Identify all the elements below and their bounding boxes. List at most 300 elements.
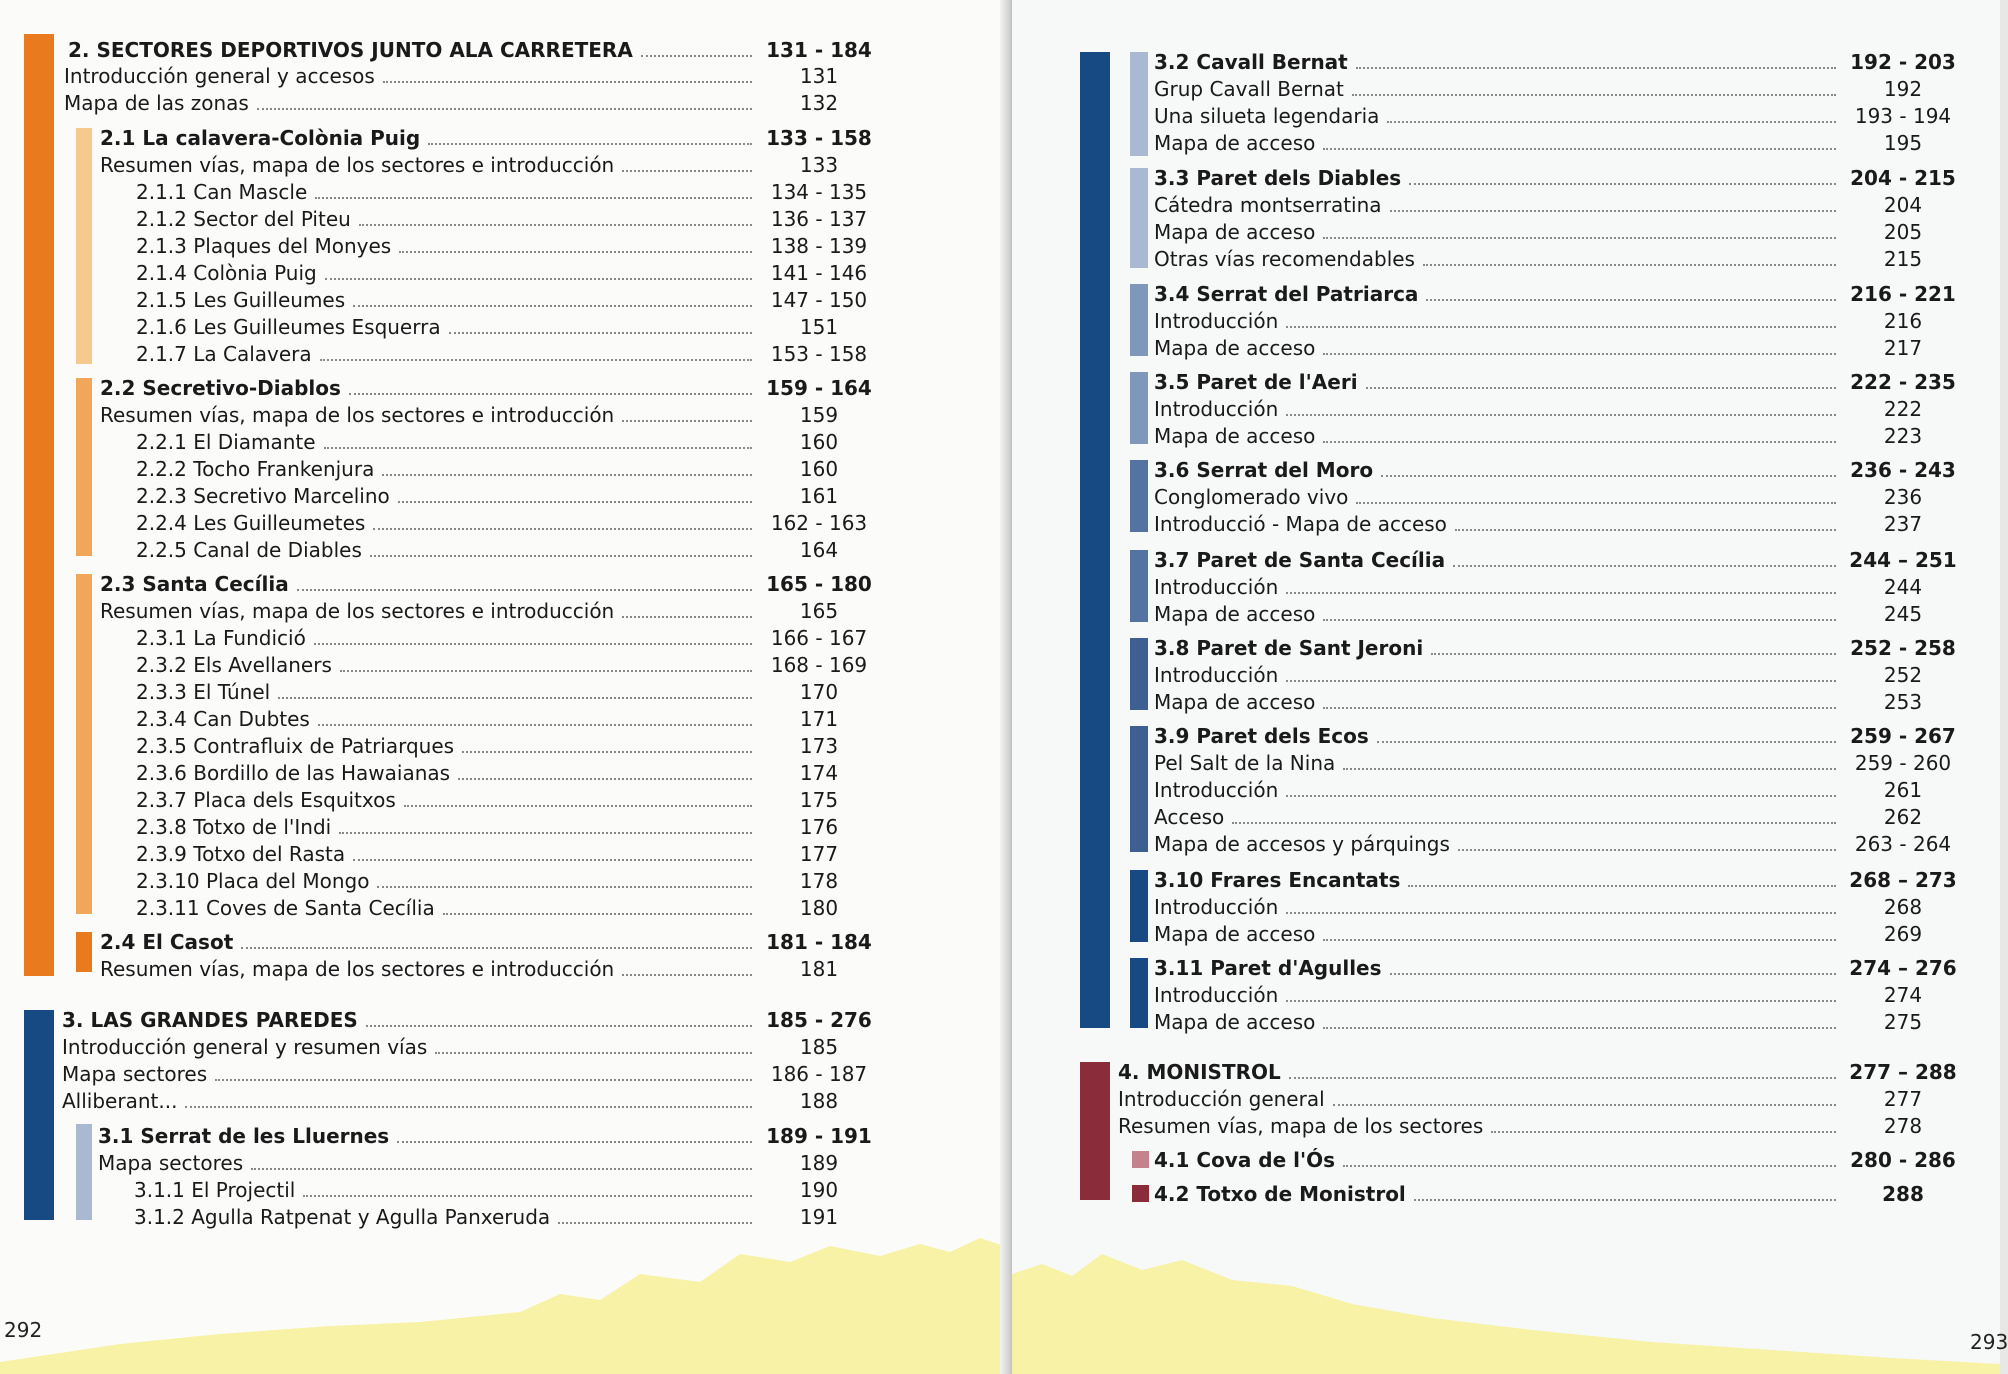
toc-entry-label: 3.1.2 Agulla Ratpenat y Agulla Panxeruda <box>134 1205 551 1229</box>
toc-entry-label: 2.2.1 El Diamante <box>136 430 316 454</box>
dot-leader <box>622 616 752 618</box>
toc-entry-pages: 236 - 243 <box>1850 458 1956 482</box>
toc-entry-pages: 277 – 288 <box>1849 1060 1957 1084</box>
toc-entry-mapa-de-acceso[interactable] <box>1154 334 1962 362</box>
toc-entry-label: 2.1.6 Les Guilleumes Esquerra <box>136 315 441 339</box>
section-3-7-bar <box>1130 550 1148 622</box>
dot-leader <box>1323 707 1836 709</box>
toc-entry-pages: 159 <box>799 403 839 427</box>
toc-entry-pages: 193 - 194 <box>1854 104 1952 128</box>
toc-entry-label: 2.1.4 Colònia Puig <box>136 261 317 285</box>
dot-leader <box>303 1195 752 1197</box>
dot-leader <box>1286 414 1836 416</box>
toc-entry-introducci-mapa-de-acceso[interactable] <box>1154 510 1962 538</box>
toc-entry-pages: 244 <box>1883 575 1923 599</box>
toc-entry-mapa-de-acceso[interactable] <box>1154 688 1962 716</box>
page-number-left: 292 <box>4 1318 43 1342</box>
toc-entry-label: Resumen vías, mapa de los sectores e introducción <box>100 957 615 981</box>
dot-leader <box>1323 441 1836 443</box>
toc-entry-introducci-n-general[interactable] <box>1118 1085 1962 1113</box>
toc-entry-pages: 175 <box>799 788 839 812</box>
toc-entry-label: Mapa de las zonas <box>64 91 249 115</box>
toc-entry-label: 2.3.7 Placa dels Esquitxos <box>136 788 396 812</box>
toc-entry-introducci-n[interactable] <box>1154 776 1962 804</box>
section-3-continued-bar <box>1080 52 1110 1028</box>
toc-entry-mapa-de-acceso[interactable] <box>1154 1008 1962 1036</box>
toc-entry-c-tedra-montserratina[interactable] <box>1154 191 1962 219</box>
toc-entry-label: 2.1 La calavera-Colònia Puig <box>100 126 421 150</box>
toc-entry-label: Conglomerado vivo <box>1154 485 1349 509</box>
toc-entry-pages: 245 <box>1883 602 1923 626</box>
dot-leader <box>1377 741 1836 743</box>
toc-entry-label: Mapa de acceso <box>1154 922 1316 946</box>
toc-entry-label: Mapa de accesos y párquings <box>1154 832 1450 856</box>
toc-entry-2-1-7-la-calavera[interactable] <box>136 340 878 368</box>
toc-entry-pages: 259 - 267 <box>1850 724 1956 748</box>
toc-entry-label: 2.1.3 Plaques del Monyes <box>136 234 392 258</box>
toc-entry-label: 2.3.8 Totxo de l'Indi <box>136 815 332 839</box>
toc-entry-pages: 164 <box>799 538 839 562</box>
toc-entry-pages: 215 <box>1883 247 1923 271</box>
toc-entry-introducci-n-general-y-resumen-v-as[interactable] <box>62 1033 878 1061</box>
dot-leader <box>1423 264 1836 266</box>
toc-entry-2-sectores-deportivos-junto-ala-carretera[interactable] <box>68 36 878 64</box>
toc-entry-3-10-frares-encantats[interactable] <box>1154 866 1962 894</box>
dot-leader <box>1356 502 1836 504</box>
toc-entry-pages: 222 <box>1883 397 1923 421</box>
dot-leader <box>339 832 752 834</box>
toc-entry-2-1-la-calavera-col-nia-puig[interactable] <box>100 124 878 152</box>
toc-entry-resumen-v-as-mapa-de-los-sectores-e-introducci-n[interactable] <box>100 151 878 179</box>
section-3-9-bar <box>1130 726 1148 852</box>
toc-entry-4-2-totxo-de-monistrol[interactable] <box>1154 1180 1962 1208</box>
dot-leader <box>185 1106 752 1108</box>
toc-entry-2-3-11-coves-de-santa-cec-lia[interactable] <box>136 894 878 922</box>
toc-entry-3-11-paret-d-agulles[interactable] <box>1154 954 1962 982</box>
toc-entry-2-2-4-les-guilleumetes[interactable] <box>136 509 878 537</box>
toc-entry-3-8-paret-de-sant-jeroni[interactable] <box>1154 634 1962 662</box>
toc-entry-mapa-de-las-zonas[interactable] <box>64 89 878 117</box>
toc-entry-pages: 252 - 258 <box>1850 636 1956 660</box>
toc-entry-pages: 160 <box>799 430 839 454</box>
toc-entry-label: Alliberant... <box>62 1089 178 1113</box>
toc-entry-pages: 222 - 235 <box>1850 370 1956 394</box>
toc-entry-2-3-9-totxo-del-rasta[interactable] <box>136 840 878 868</box>
toc-entry-2-1-1-can-mascle[interactable] <box>136 178 878 206</box>
toc-entry-2-2-3-secretivo-marcelino[interactable] <box>136 482 878 510</box>
dot-leader <box>1426 299 1836 301</box>
toc-entry-pages: 278 <box>1883 1114 1923 1138</box>
dot-leader <box>1286 795 1836 797</box>
dot-leader <box>1232 822 1836 824</box>
section-4-2-square <box>1132 1185 1149 1202</box>
dot-leader <box>318 724 752 726</box>
toc-entry-3-2-cavall-bernat[interactable] <box>1154 48 1962 76</box>
toc-entry-label: Mapa de acceso <box>1154 220 1316 244</box>
dot-leader <box>404 805 752 807</box>
toc-entry-pages: 204 <box>1883 193 1923 217</box>
dot-leader <box>1352 94 1836 96</box>
toc-entry-pages: 162 - 163 <box>770 511 868 535</box>
dot-leader <box>398 501 752 503</box>
toc-entry-label: 2.3.3 El Túnel <box>136 680 271 704</box>
section-3-10-bar <box>1130 870 1148 942</box>
toc-entry-pages: 268 <box>1883 895 1923 919</box>
toc-entry-2-3-7-placa-dels-esquitxos[interactable] <box>136 786 878 814</box>
toc-entry-2-3-5-contrafluix-de-patriarques[interactable] <box>136 732 878 760</box>
toc-entry-4-monistrol[interactable] <box>1118 1058 1962 1086</box>
toc-entry-2-3-3-el-t-nel[interactable] <box>136 678 878 706</box>
toc-entry-pages: 168 - 169 <box>770 653 868 677</box>
toc-entry-2-2-2-tocho-frankenjura[interactable] <box>136 455 878 483</box>
toc-entry-pages: 191 <box>799 1205 839 1229</box>
toc-entry-label: 4.1 Cova de l'Ós <box>1154 1148 1336 1172</box>
toc-entry-3-1-2-agulla-ratpenat-y-agulla-panxeruda[interactable] <box>134 1203 878 1231</box>
section-2-3-bar <box>76 574 92 914</box>
toc-entry-3-5-paret-de-l-aeri[interactable] <box>1154 368 1962 396</box>
toc-entry-pages: 259 - 260 <box>1854 751 1952 775</box>
dot-leader <box>1323 619 1836 621</box>
toc-entry-label: Introducción <box>1154 663 1279 687</box>
dot-leader <box>1333 1104 1836 1106</box>
toc-entry-otras-v-as-recomendables[interactable] <box>1154 245 1962 273</box>
dot-leader <box>397 1141 752 1143</box>
toc-entry-label: 4.2 Totxo de Monistrol <box>1154 1182 1406 1206</box>
toc-entry-4-1-cova-de-l-s[interactable] <box>1154 1146 1962 1174</box>
toc-entry-introducci-n[interactable] <box>1154 981 1962 1009</box>
dot-leader <box>320 359 752 361</box>
toc-entry-pages: 195 <box>1883 131 1923 155</box>
toc-entry-introducci-n[interactable] <box>1154 573 1962 601</box>
toc-entry-pages: 147 - 150 <box>770 288 868 312</box>
toc-entry-label: Mapa sectores <box>62 1062 208 1086</box>
toc-entry-label: 3.5 Paret de l'Aeri <box>1154 370 1358 394</box>
dot-leader <box>370 555 752 557</box>
toc-entry-pages: 153 - 158 <box>770 342 868 366</box>
toc-entry-3-4-serrat-del-patriarca[interactable] <box>1154 280 1962 308</box>
toc-entry-3-3-paret-dels-diables[interactable] <box>1154 164 1962 192</box>
toc-entry-pages: 204 - 215 <box>1850 166 1956 190</box>
toc-entry-pages: 165 - 180 <box>766 572 872 596</box>
toc-entry-mapa-sectores[interactable] <box>62 1060 878 1088</box>
toc-entry-mapa-de-acceso[interactable] <box>1154 422 1962 450</box>
toc-entry-2-3-2-els-avellaners[interactable] <box>136 651 878 679</box>
toc-entry-pages: 132 <box>799 91 839 115</box>
toc-entry-mapa-de-acceso[interactable] <box>1154 218 1962 246</box>
toc-entry-label: Resumen vías, mapa de los sectores e introducción <box>100 403 615 427</box>
toc-entry-pages: 236 <box>1883 485 1923 509</box>
dot-leader <box>325 278 752 280</box>
dot-leader <box>215 1079 752 1081</box>
toc-entry-resumen-v-as-mapa-de-los-sectores-e-introducci-n[interactable] <box>100 955 878 983</box>
toc-entry-2-2-5-canal-de-diables[interactable] <box>136 536 878 564</box>
toc-entry-pages: 261 <box>1883 778 1923 802</box>
dot-leader <box>1414 1199 1836 1201</box>
dot-leader <box>1366 387 1836 389</box>
toc-entry-2-3-8-totxo-de-l-indi[interactable] <box>136 813 878 841</box>
dot-leader <box>1286 912 1836 914</box>
dot-leader <box>1323 939 1836 941</box>
toc-entry-alliberant[interactable] <box>62 1087 878 1115</box>
toc-entry-acceso[interactable] <box>1154 803 1962 831</box>
dot-leader <box>340 670 752 672</box>
toc-entry-label: Introducción <box>1154 983 1279 1007</box>
dot-leader <box>366 1025 752 1027</box>
toc-entry-label: 3.2 Cavall Bernat <box>1154 50 1348 74</box>
toc-entry-mapa-de-acceso[interactable] <box>1154 920 1962 948</box>
toc-entry-pages: 205 <box>1883 220 1923 244</box>
toc-entry-una-silueta-legendaria[interactable] <box>1154 102 1962 130</box>
toc-entry-label: 3.9 Paret dels Ecos <box>1154 724 1369 748</box>
dot-leader <box>443 913 752 915</box>
dot-leader <box>1431 653 1836 655</box>
toc-entry-pages: 133 - 158 <box>766 126 872 150</box>
section-4-bar <box>1080 1062 1110 1200</box>
toc-entry-label: Resumen vías, mapa de los sectores <box>1118 1114 1484 1138</box>
toc-entry-label: 2.3.5 Contrafluix de Patriarques <box>136 734 455 758</box>
dot-leader <box>1323 237 1836 239</box>
toc-entry-label: Pel Salt de la Nina <box>1154 751 1336 775</box>
toc-entry-pages: 186 - 187 <box>770 1062 868 1086</box>
toc-entry-label: 2.4 El Casot <box>100 930 234 954</box>
mountain-silhouette <box>0 1234 1010 1374</box>
dot-leader <box>1286 326 1836 328</box>
toc-entry-3-6-serrat-del-moro[interactable] <box>1154 456 1962 484</box>
toc-entry-pages: 181 <box>799 957 839 981</box>
right-page <box>1012 0 2008 1374</box>
toc-entry-pages: 166 - 167 <box>770 626 868 650</box>
toc-entry-pel-salt-de-la-nina[interactable] <box>1154 749 1962 777</box>
dot-leader <box>1390 210 1836 212</box>
toc-entry-2-2-1-el-diamante[interactable] <box>136 428 878 456</box>
toc-entry-pages: 141 - 146 <box>770 261 868 285</box>
toc-entry-pages: 185 - 276 <box>766 1008 872 1032</box>
toc-entry-label: Mapa de acceso <box>1154 690 1316 714</box>
toc-entry-pages: 178 <box>799 869 839 893</box>
toc-entry-mapa-de-acceso[interactable] <box>1154 129 1962 157</box>
toc-entry-2-3-6-bordillo-de-las-hawaianas[interactable] <box>136 759 878 787</box>
toc-entry-pages: 189 - 191 <box>766 1124 872 1148</box>
toc-entry-label: Introducción general y accesos <box>64 64 375 88</box>
section-3-2-bar <box>1130 52 1148 156</box>
toc-entry-2-4-el-casot[interactable] <box>100 928 878 956</box>
toc-entry-2-1-5-les-guilleumes[interactable] <box>136 286 878 314</box>
dot-leader <box>241 947 752 949</box>
toc-entry-pages: 185 <box>799 1035 839 1059</box>
toc-entry-label: Resumen vías, mapa de los sectores e introducción <box>100 153 615 177</box>
toc-entry-pages: 190 <box>799 1178 839 1202</box>
toc-entry-label: Grup Cavall Bernat <box>1154 77 1344 101</box>
toc-entry-pages: 192 <box>1883 77 1923 101</box>
dot-leader <box>1390 973 1836 975</box>
toc-entry-label: Introducció - Mapa de acceso <box>1154 512 1447 536</box>
toc-entry-label: Cátedra montserratina <box>1154 193 1382 217</box>
toc-entry-pages: 160 <box>799 457 839 481</box>
toc-entry-label: 3.11 Paret d'Agulles <box>1154 956 1382 980</box>
dot-leader <box>349 393 752 395</box>
toc-entry-label: 2.1.5 Les Guilleumes <box>136 288 346 312</box>
dot-leader <box>377 886 752 888</box>
dot-leader <box>1323 148 1836 150</box>
dot-leader <box>1343 768 1836 770</box>
dot-leader <box>1409 183 1836 185</box>
toc-entry-resumen-v-as-mapa-de-los-sectores-e-introducci-n[interactable] <box>100 597 878 625</box>
toc-entry-introducci-n[interactable] <box>1154 395 1962 423</box>
dot-leader <box>315 197 752 199</box>
dot-leader <box>383 81 752 83</box>
toc-entry-introducci-n[interactable] <box>1154 307 1962 335</box>
toc-entry-pages: 275 <box>1883 1010 1923 1034</box>
dot-leader <box>428 143 752 145</box>
dot-leader <box>278 697 752 699</box>
toc-entry-label: Una silueta legendaria <box>1154 104 1380 128</box>
toc-entry-3-7-paret-de-santa-cec-lia[interactable] <box>1154 546 1962 574</box>
dot-leader <box>1455 529 1836 531</box>
toc-entry-label: Mapa de acceso <box>1154 1010 1316 1034</box>
toc-entry-resumen-v-as-mapa-de-los-sectores[interactable] <box>1118 1112 1962 1140</box>
toc-entry-pages: 181 - 184 <box>766 930 872 954</box>
dot-leader <box>1323 353 1836 355</box>
toc-entry-label: 2.2 Secretivo-Diablos <box>100 376 341 400</box>
toc-entry-label: 2.2.3 Secretivo Marcelino <box>136 484 390 508</box>
toc-entry-pages: 263 - 264 <box>1854 832 1952 856</box>
toc-entry-pages: 174 <box>799 761 839 785</box>
toc-entry-pages: 253 <box>1883 690 1923 714</box>
toc-entry-introducci-n[interactable] <box>1154 893 1962 921</box>
section-3-11-bar <box>1130 958 1148 1028</box>
toc-entry-label: 3.8 Paret de Sant Jeroni <box>1154 636 1424 660</box>
toc-entry-2-2-secretivo-diablos[interactable] <box>100 374 878 402</box>
toc-entry-pages: 177 <box>799 842 839 866</box>
dot-leader <box>1289 1077 1836 1079</box>
dot-leader <box>382 474 752 476</box>
toc-entry-label: Introducción general y resumen vías <box>62 1035 428 1059</box>
toc-entry-3-1-serrat-de-les-lluernes[interactable] <box>98 1122 878 1150</box>
toc-entry-label: 2.2.4 Les Guilleumetes <box>136 511 366 535</box>
toc-entry-pages: 138 - 139 <box>770 234 868 258</box>
dot-leader <box>359 224 752 226</box>
toc-entry-label: Mapa de acceso <box>1154 602 1316 626</box>
toc-entry-2-3-1-la-fundici[interactable] <box>136 624 878 652</box>
dot-leader <box>1356 67 1836 69</box>
toc-entry-resumen-v-as-mapa-de-los-sectores-e-introducci-n[interactable] <box>100 401 878 429</box>
toc-entry-pages: 173 <box>799 734 839 758</box>
toc-entry-pages: 262 <box>1883 805 1923 829</box>
toc-entry-pages: 161 <box>799 484 839 508</box>
toc-entry-label: 2.2.5 Canal de Diables <box>136 538 362 562</box>
toc-entry-pages: 269 <box>1883 922 1923 946</box>
toc-entry-pages: 237 <box>1883 512 1923 536</box>
toc-entry-2-3-10-placa-del-mongo[interactable] <box>136 867 878 895</box>
toc-entry-label: 3.1 Serrat de les Lluernes <box>98 1124 390 1148</box>
dot-leader <box>435 1052 752 1054</box>
dot-leader <box>257 108 752 110</box>
mountain-shape <box>0 1238 1010 1374</box>
toc-entry-label: Introducción <box>1154 309 1279 333</box>
toc-entry-pages: 165 <box>799 599 839 623</box>
section-2-bar <box>24 34 54 976</box>
toc-entry-pages: 159 - 164 <box>766 376 872 400</box>
page-number-right: 293 <box>1970 1330 2008 1354</box>
toc-entry-label: 2.3.4 Can Dubtes <box>136 707 310 731</box>
toc-entry-pages: 136 - 137 <box>770 207 868 231</box>
toc-entry-label: Introducción <box>1154 895 1279 919</box>
dot-leader <box>1491 1131 1836 1133</box>
section-3-8-bar <box>1130 638 1148 710</box>
toc-entry-mapa-de-acceso[interactable] <box>1154 600 1962 628</box>
dot-leader <box>1387 121 1836 123</box>
dot-leader <box>1408 885 1836 887</box>
toc-entry-label: 2.1.2 Sector del Piteu <box>136 207 351 231</box>
toc-entry-introducci-n-general-y-accesos[interactable] <box>64 62 878 90</box>
toc-entry-conglomerado-vivo[interactable] <box>1154 483 1962 511</box>
toc-entry-pages: 131 <box>799 64 839 88</box>
toc-entry-label: 2. SECTORES DEPORTIVOS JUNTO ALA CARRETERA <box>68 38 633 62</box>
toc-entry-pages: 133 <box>799 153 839 177</box>
toc-entry-pages: 131 - 184 <box>766 38 872 62</box>
toc-entry-label: Mapa sectores <box>98 1151 244 1175</box>
toc-entry-3-las-grandes-paredes[interactable] <box>62 1006 878 1034</box>
toc-entry-pages: 252 <box>1883 663 1923 687</box>
toc-entry-pages: 189 <box>799 1151 839 1175</box>
toc-entry-label: Mapa de acceso <box>1154 424 1316 448</box>
dot-leader <box>622 420 752 422</box>
toc-entry-3-9-paret-dels-ecos[interactable] <box>1154 722 1962 750</box>
toc-entry-2-3-santa-cec-lia[interactable] <box>100 570 878 598</box>
toc-entry-pages: 176 <box>799 815 839 839</box>
toc-entry-pages: 188 <box>799 1089 839 1113</box>
toc-entry-label: 2.3.11 Coves de Santa Cecília <box>136 896 435 920</box>
toc-entry-2-1-2-sector-del-piteu[interactable] <box>136 205 878 233</box>
toc-entry-2-1-3-plaques-del-monyes[interactable] <box>136 232 878 260</box>
toc-entry-label: 3.10 Frares Encantats <box>1154 868 1401 892</box>
dot-leader <box>373 528 752 530</box>
dot-leader <box>622 170 752 172</box>
toc-entry-label: Acceso <box>1154 805 1225 829</box>
dot-leader <box>1343 1165 1836 1167</box>
toc-entry-label: 2.1.7 La Calavera <box>136 342 312 366</box>
toc-entry-label: 2.3.2 Els Avellaners <box>136 653 332 677</box>
toc-entry-pages: 244 – 251 <box>1849 548 1957 572</box>
section-3-bar <box>24 1010 54 1220</box>
dot-leader <box>558 1222 752 1224</box>
dot-leader <box>449 332 752 334</box>
toc-entry-3-1-1-el-projectil[interactable] <box>134 1176 878 1204</box>
dot-leader <box>641 55 752 57</box>
dot-leader <box>297 589 752 591</box>
toc-entry-mapa-sectores[interactable] <box>98 1149 878 1177</box>
dot-leader <box>1381 475 1836 477</box>
section-2-1-bar <box>76 128 92 364</box>
toc-entry-mapa-de-accesos-y-p-rquings[interactable] <box>1154 830 1962 858</box>
toc-entry-2-1-6-les-guilleumes-esquerra[interactable] <box>136 313 878 341</box>
toc-entry-2-3-4-can-dubtes[interactable] <box>136 705 878 733</box>
toc-entry-pages: 171 <box>799 707 839 731</box>
toc-entry-2-1-4-col-nia-puig[interactable] <box>136 259 878 287</box>
toc-entry-grup-cavall-bernat[interactable] <box>1154 75 1962 103</box>
toc-entry-label: 4. MONISTROL <box>1118 1060 1281 1084</box>
section-2-4-bar <box>76 932 92 972</box>
dot-leader <box>314 643 752 645</box>
toc-entry-pages: 180 <box>799 896 839 920</box>
toc-entry-introducci-n[interactable] <box>1154 661 1962 689</box>
toc-entry-pages: 288 <box>1882 1182 1924 1206</box>
dot-leader <box>251 1168 752 1170</box>
toc-entry-label: 2.3.9 Totxo del Rasta <box>136 842 346 866</box>
toc-entry-pages: 170 <box>799 680 839 704</box>
section-3-6-bar <box>1130 460 1148 532</box>
toc-entry-label: Introducción general <box>1118 1087 1325 1111</box>
